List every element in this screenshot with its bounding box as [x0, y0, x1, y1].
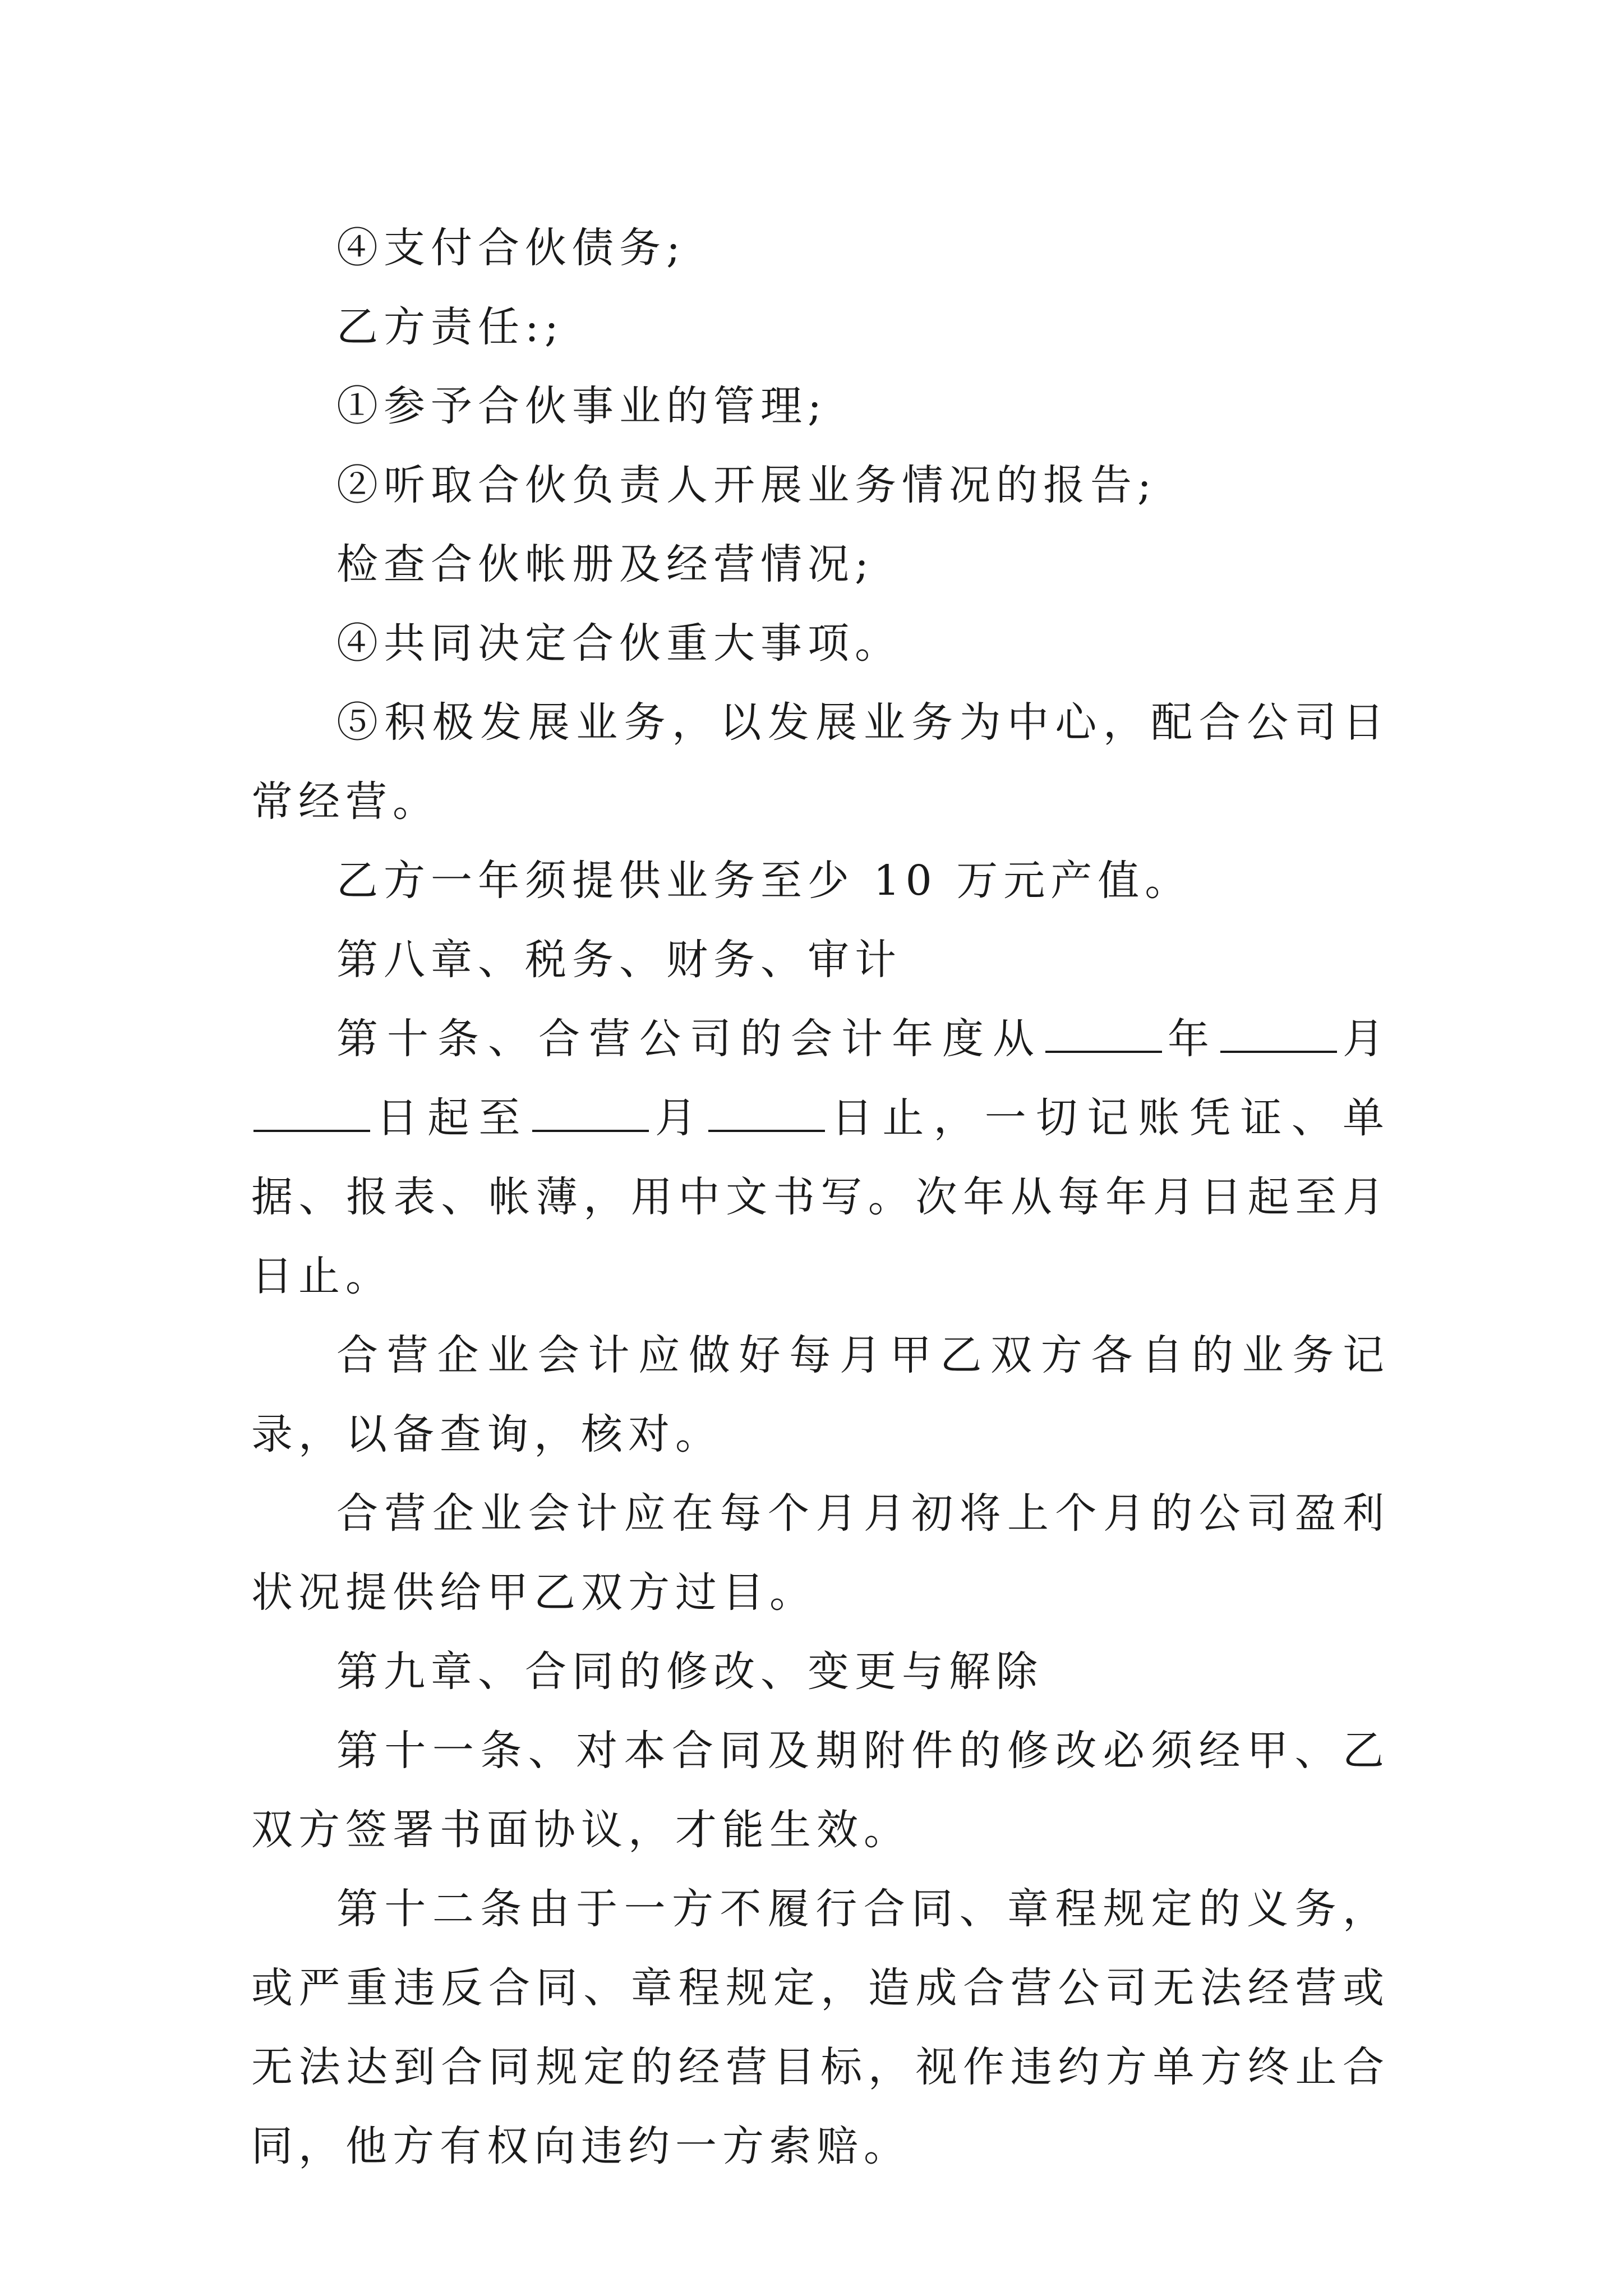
blank-day — [253, 1096, 370, 1132]
blank-day-end — [708, 1096, 825, 1132]
blank-month-end — [532, 1096, 649, 1132]
paragraph-hear-report: ②听取合伙负责人开展业务情况的报告; — [336, 461, 1157, 509]
paragraph-check-accounts: 检查合伙帐册及经营情况; — [336, 540, 874, 588]
paragraph-monthly-profit: 合营企业会计应在每个月月初将上个月的公司盈利状况提供给甲乙双方过目。 — [251, 1489, 1390, 1617]
paragraph-decide-matters: ④共同决定合伙重大事项。 — [336, 619, 902, 668]
fiscal-year-text-end: 日止，一切记账凭证、单据、报表、帐薄，用中文书写。次年从每年月日起至月日止。 — [251, 1094, 1390, 1300]
article-eleven: 第十一条、对本合同及期附件的修改必须经甲、乙双方签署书面协议，才能生效。 — [251, 1727, 1390, 1854]
blank-month — [1220, 1017, 1337, 1053]
blank-year — [1045, 1017, 1162, 1053]
article-twelve: 第十二条由于一方不履行合同、章程规定的义务，或严重违反合同、章程规定，造成合营公司无法经营或无法达到合同规定的经营目标，视作违约方单方终止合同，他方有权向违约一方索赔。 — [251, 1885, 1390, 2170]
fiscal-year-month-label: 月 — [1339, 1015, 1390, 1063]
chapter-eight-heading: 第八章、税务、财务、审计 — [336, 936, 902, 984]
article-ten-fiscal-year — [251, 1000, 1390, 1316]
fiscal-year-text-start: 第十条、合营公司的会计年度从 — [336, 1015, 1043, 1063]
fiscal-year-month2-label: 月 — [651, 1094, 707, 1142]
paragraph-accounting-records: 合营企业会计应做好每月甲乙双方各自的业务记录，以备查询，核对。 — [251, 1331, 1390, 1458]
chapter-nine-heading: 第九章、合同的修改、变更与解除 — [336, 1648, 1043, 1696]
paragraph-develop-business: ⑤积极发展业务，以发展业务为中心，配合公司日常经营。 — [251, 698, 1390, 826]
paragraph-party-b-responsibility: 乙方责任:; — [336, 303, 564, 351]
fiscal-year-day-label: 日起至 — [372, 1094, 530, 1142]
document-page — [251, 209, 1390, 2186]
fiscal-year-year-label: 年 — [1164, 1015, 1218, 1063]
paragraph-participate-management: ①参予合伙事业的管理; — [336, 382, 827, 430]
paragraph-annual-output: 乙方一年须提供业务至少 10 万元产值。 — [336, 857, 1192, 905]
paragraph-pay-debts: ④支付合伙债务; — [336, 224, 686, 272]
